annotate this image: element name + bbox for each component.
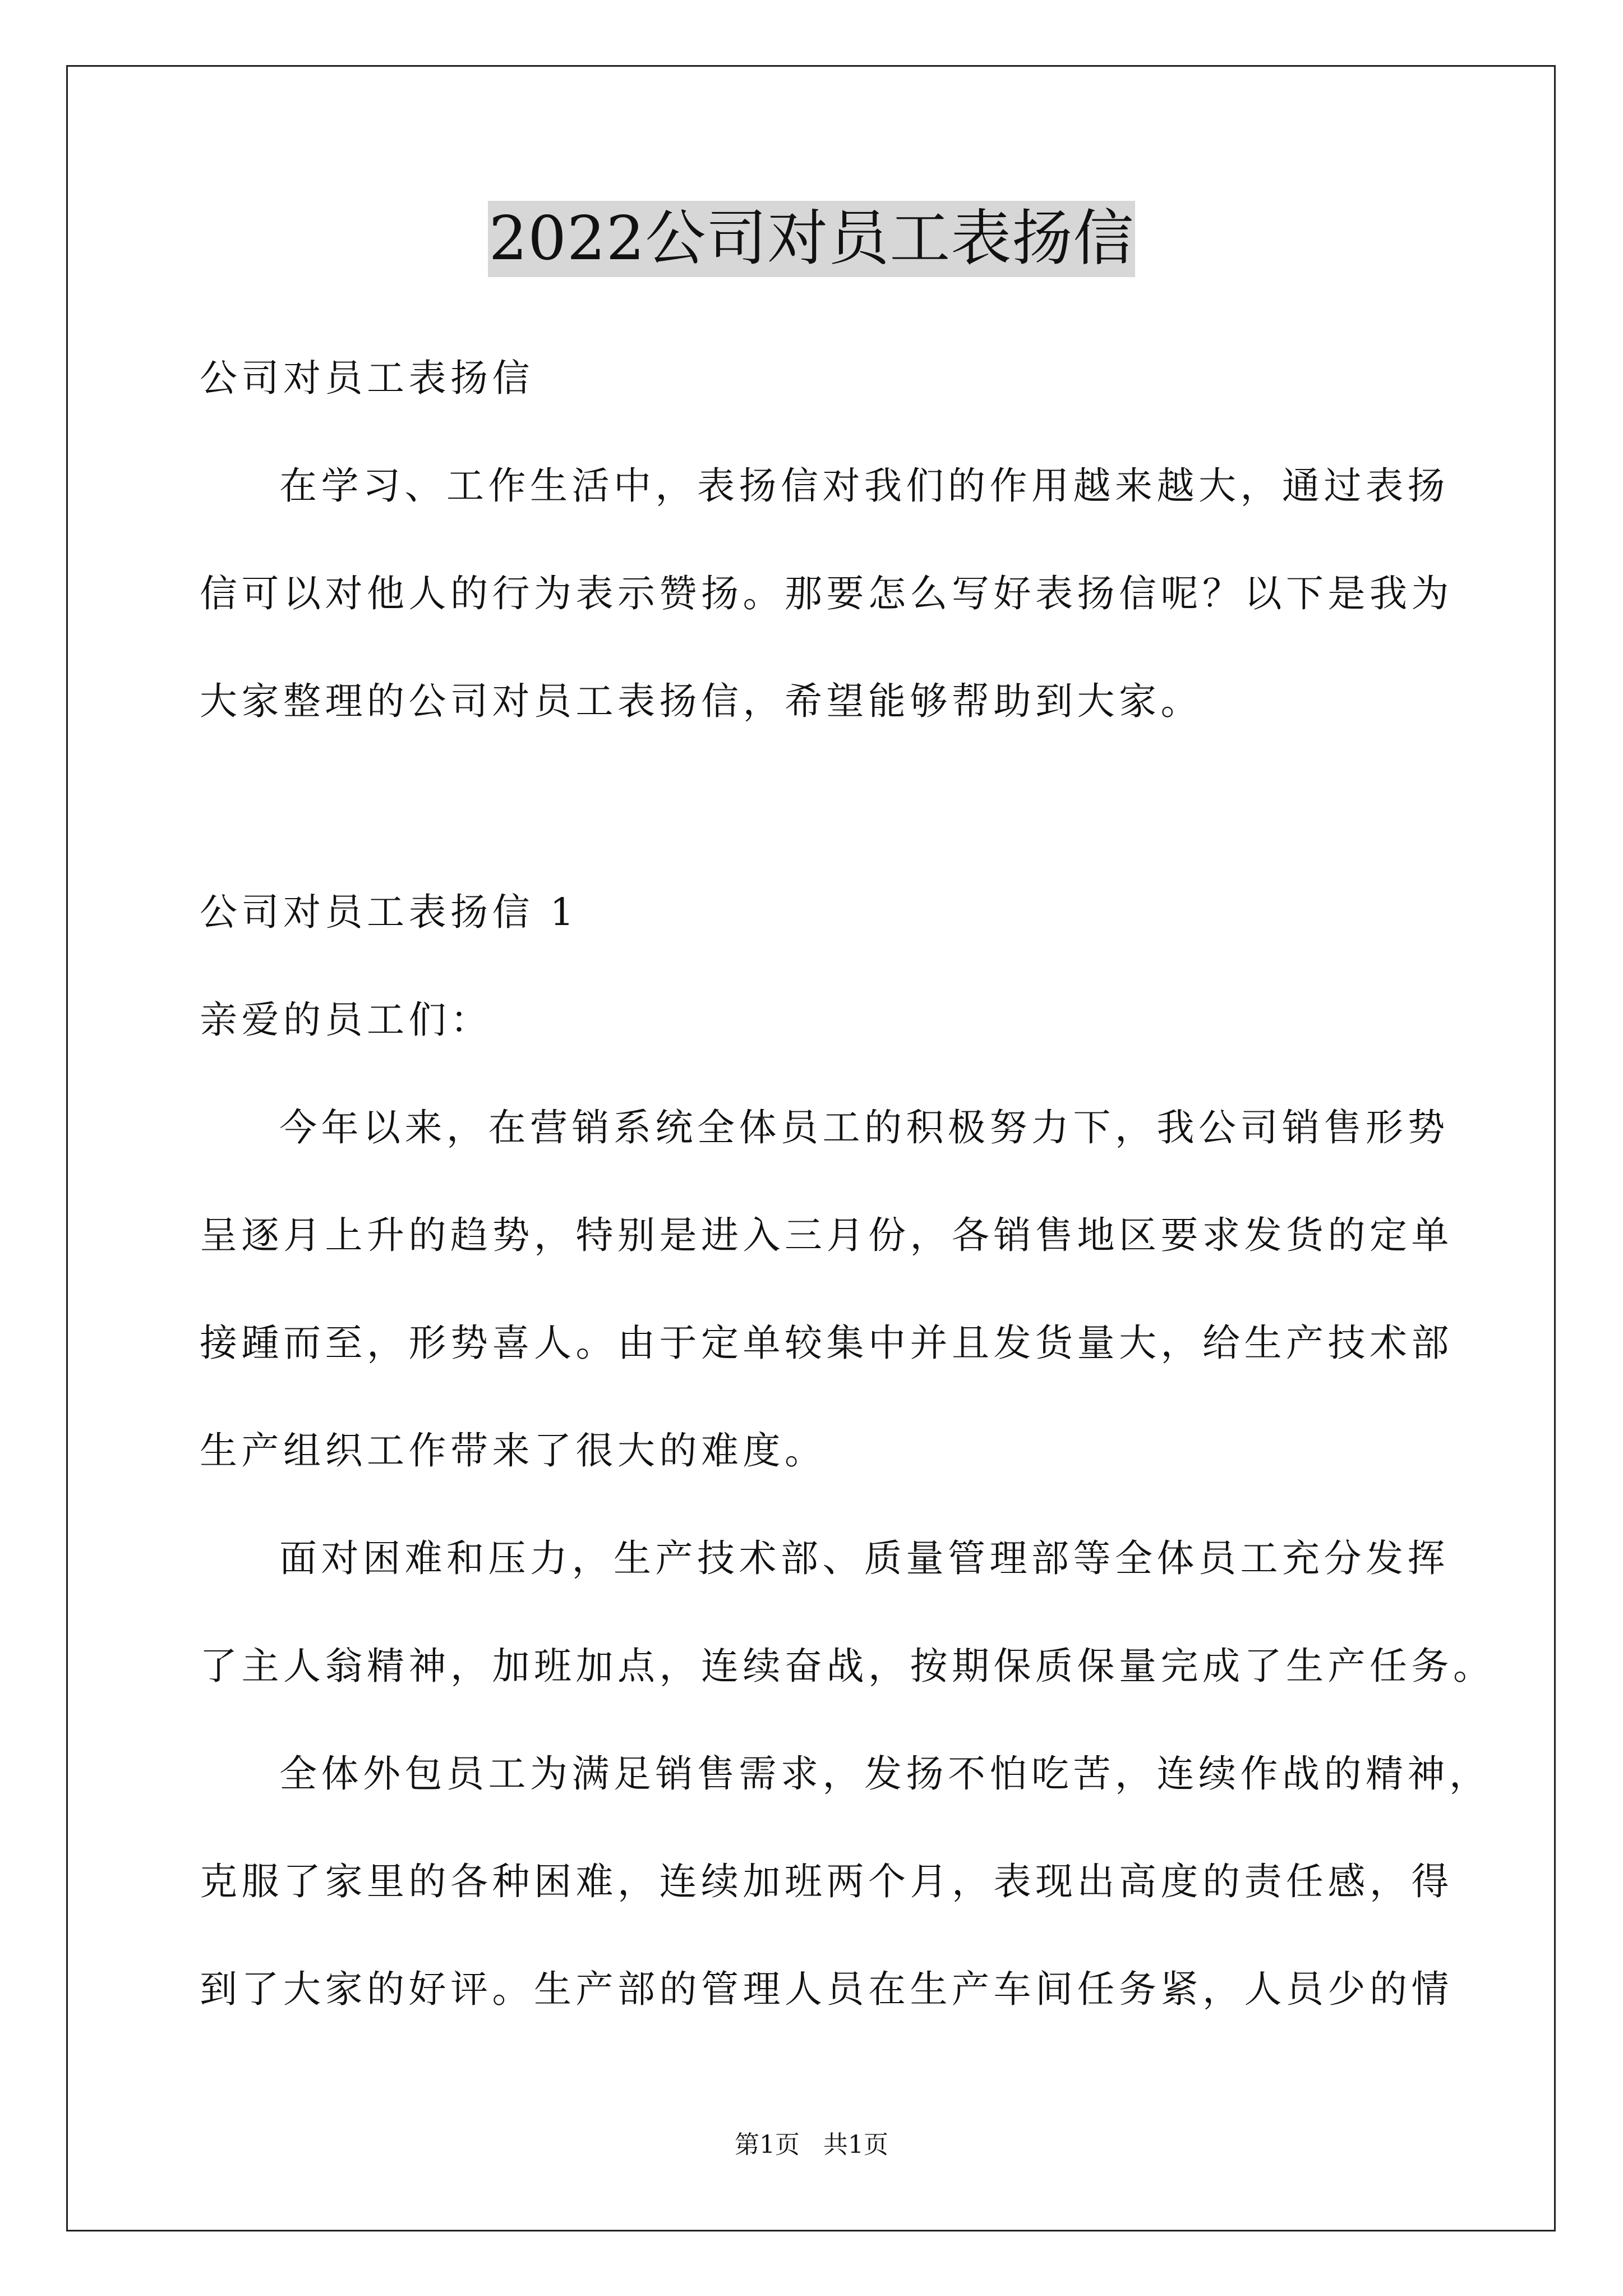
paragraph-line: 克服了家里的各种困难，连续加班两个月，表现出高度的责任感，得 <box>200 1860 1453 1903</box>
paragraph-line: 今年以来，在营销系统全体员工的积极努力下，我公司销售形势 <box>279 1106 1449 1149</box>
paragraph-line: 呈逐月上升的趋势，特别是进入三月份，各销售地区要求发货的定单 <box>200 1213 1453 1257</box>
paragraph-line: 生产组织工作带来了很大的难度。 <box>200 1429 827 1473</box>
paragraph-line: 信可以对他人的行为表示赞扬。那要怎么写好表扬信呢？以下是我为 <box>200 572 1453 615</box>
paragraph-line: 到了大家的好评。生产部的管理人员在生产车间任务紧，人员少的情 <box>200 1967 1453 2011</box>
paragraph-line: 接踵而至，形势喜人。由于定单较集中并且发货量大，给生产技术部 <box>200 1321 1453 1365</box>
title-container <box>0 201 1623 277</box>
paragraph-line: 了主人翁精神，加班加点，连续奋战，按期保质保量完成了生产任务。 <box>200 1644 1495 1688</box>
subtitle-line: 公司对员工表扬信 <box>200 356 534 400</box>
document-title: 2022公司对员工表扬信 <box>488 201 1136 277</box>
section-heading: 公司对员工表扬信 1 <box>200 890 578 934</box>
paragraph-line: 大家整理的公司对员工表扬信，希望能够帮助到大家。 <box>200 679 1202 723</box>
paragraph-line: 在学习、工作生活中，表扬信对我们的作用越来越大，通过表扬 <box>279 464 1449 508</box>
page-footer: 第1页 共1页 <box>735 2131 888 2159</box>
paragraph-line: 面对困难和压力，生产技术部、质量管理部等全体员工充分发挥 <box>279 1536 1449 1580</box>
salutation: 亲爱的员工们： <box>200 998 492 1042</box>
paragraph-line: 全体外包员工为满足销售需求，发扬不怕吃苦，连续作战的精神， <box>279 1752 1491 1796</box>
